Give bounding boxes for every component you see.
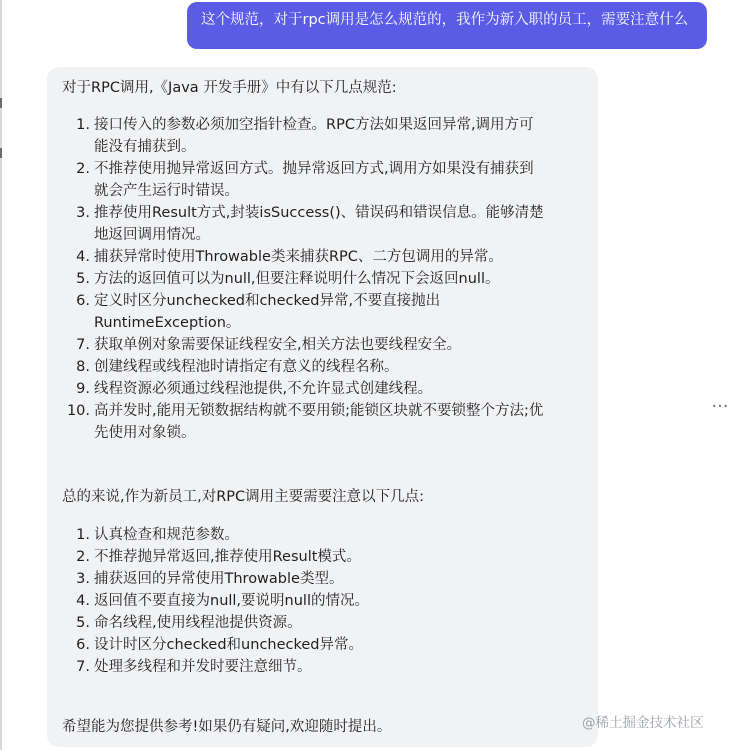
list-item: 2. 不推荐抛异常返回,推荐使用Result模式。	[76, 549, 361, 565]
edge-tick	[0, 148, 2, 158]
list-item: 7. 处理多线程和并发时要注意细节。	[76, 659, 312, 675]
list-item: 4. 捕获异常时使用Throwable类来捕获RPC、二方包调用的异常。	[76, 249, 503, 265]
list-item: 1. 认真检查和规范参数。	[76, 527, 239, 543]
list-item: 5. 命名线程,使用线程池提供资源。	[76, 615, 302, 631]
intro-text: 对于RPC调用,《Java 开发手册》中有以下几点规范:	[62, 80, 397, 96]
user-message-text: 这个规范，对于rpc调用是怎么规范的，我作为新入职的员工，需要注意什么	[201, 12, 689, 28]
window-left-edge	[0, 0, 2, 750]
list-item: 2. 不推荐使用抛异常返回方式。抛异常返回方式,调用方如果没有捕获到就会产生运行时错误。	[76, 161, 534, 199]
list-item: 7. 获取单例对象需要保证线程安全,相关方法也要线程安全。	[76, 337, 462, 353]
list-item: 3. 捕获返回的异常使用Throwable类型。	[76, 571, 344, 587]
more-options-button[interactable]	[708, 398, 732, 416]
list-item: 6. 定义时区分unchecked和checked异常,不要直接抛出RuntimeException。	[76, 293, 441, 331]
watermark: @稀土掘金技术社区	[582, 715, 704, 731]
list-item: 10. 高并发时,能用无锁数据结构就不要用锁;能锁区块就不要锁整个方法;优先使用对象锁。	[66, 403, 544, 441]
edge-tick	[0, 98, 2, 108]
list-item: 1. 接口传入的参数必须加空指针检查。RPC方法如果返回异常,调用方可能没有捕获到。	[76, 117, 534, 155]
list-item: 6. 设计时区分checked和unchecked异常。	[76, 637, 363, 653]
assistant-message-bubble	[47, 67, 598, 747]
tips-list	[47, 524, 547, 678]
list-item: 3. 推荐使用Result方式,封装isSuccess()、错误码和错误信息。能够清楚地返回调用情况。	[76, 205, 544, 243]
list-item: 9. 线程资源必须通过线程池提供,不允许显式创建线程。	[76, 381, 433, 397]
closing-text: 希望能为您提供参考!如果仍有疑问,欢迎随时提出。	[62, 719, 392, 735]
more-horizontal-icon: ···	[711, 396, 729, 417]
list-item: 8. 创建线程或线程池时请指定有意义的线程名称。	[76, 359, 399, 375]
list-item: 4. 返回值不要直接为null,要说明null的情况。	[76, 593, 369, 609]
summary-intro-text: 总的来说,作为新员工,对RPC调用主要需要注意以下几点:	[62, 489, 425, 505]
list-item: 5. 方法的返回值可以为null,但要注释说明什么情况下会返回null。	[76, 271, 500, 287]
rules-list	[47, 114, 547, 444]
user-message-bubble	[187, 2, 707, 49]
